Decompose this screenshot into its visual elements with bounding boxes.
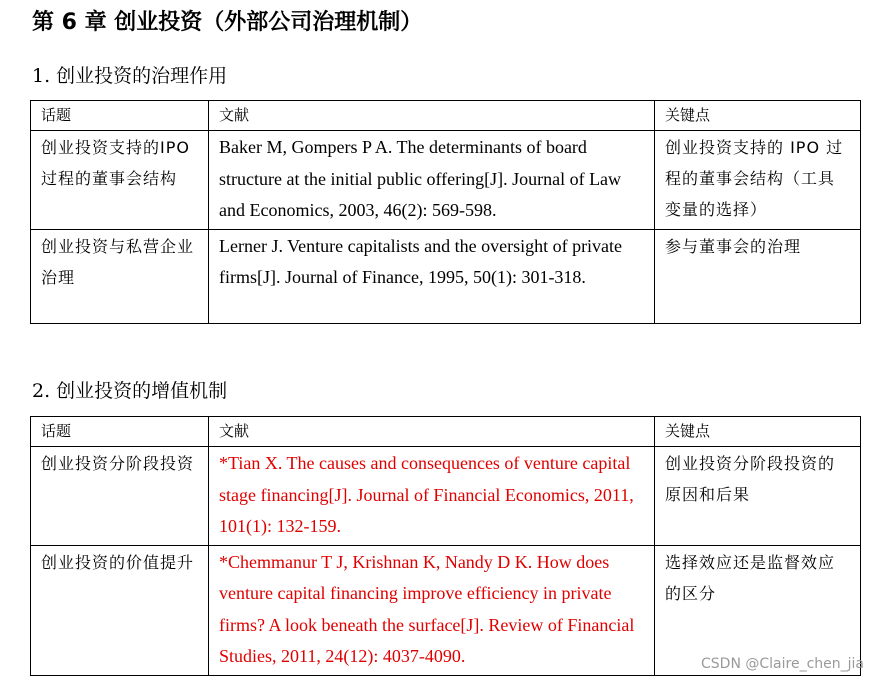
column-header-key-point: 关键点 (655, 417, 861, 447)
watermark: CSDN @Claire_chen_jia (701, 656, 864, 672)
key-point-cell: 选择效应还是监督效应的区分 (655, 545, 861, 675)
table-header-row (31, 101, 861, 131)
section-heading-value-added: 2. 创业投资的增值机制 (32, 380, 228, 402)
reference-cell-highlighted: *Tian X. The causes and consequences of venture capital stage financing[J]. Journal of Financial Economics, 2011, 101(1): 132-159. (209, 447, 655, 546)
table-row (31, 447, 861, 546)
column-header-key-point: 关键点 (655, 101, 861, 131)
topic-cell: 创业投资与私营企业治理 (31, 229, 209, 323)
topic-cell: 创业投资分阶段投资 (31, 447, 209, 546)
table-header-row (31, 417, 861, 447)
reference-cell-highlighted: *Chemmanur T J, Krishnan K, Nandy D K. How does venture capital financing improve efficiency in private firms? A look beneath the surface[J]. Review of Financial Studies, 2011, 24(12): 4037-4090. (209, 545, 655, 675)
table-row (31, 131, 861, 230)
topic-cell: 创业投资的价值提升 (31, 545, 209, 675)
key-point-cell: 创业投资分阶段投资的原因和后果 (655, 447, 861, 546)
literature-table-governance (30, 100, 861, 324)
topic-cell: 创业投资支持的IPO过程的董事会结构 (31, 131, 209, 230)
column-header-reference: 文献 (209, 417, 655, 447)
column-header-reference: 文献 (209, 101, 655, 131)
column-header-topic: 话题 (31, 101, 209, 131)
section-heading-governance: 1. 创业投资的治理作用 (32, 65, 228, 87)
chapter-title: 第 6 章 创业投资（外部公司治理机制） (32, 10, 423, 35)
table-row (31, 229, 861, 323)
reference-cell: Baker M, Gompers P A. The determinants of board structure at the initial public offering[J]. Journal of Law and Economics, 2003, 46(2): 569-598. (209, 131, 655, 230)
column-header-topic: 话题 (31, 417, 209, 447)
literature-table-value-added (30, 416, 861, 676)
reference-cell: Lerner J. Venture capitalists and the oversight of private firms[J]. Journal of Finance, 1995, 50(1): 301-318. (209, 229, 655, 323)
key-point-cell: 创业投资支持的 IPO 过程的董事会结构（工具变量的选择） (655, 131, 861, 230)
key-point-cell: 参与董事会的治理 (655, 229, 861, 323)
